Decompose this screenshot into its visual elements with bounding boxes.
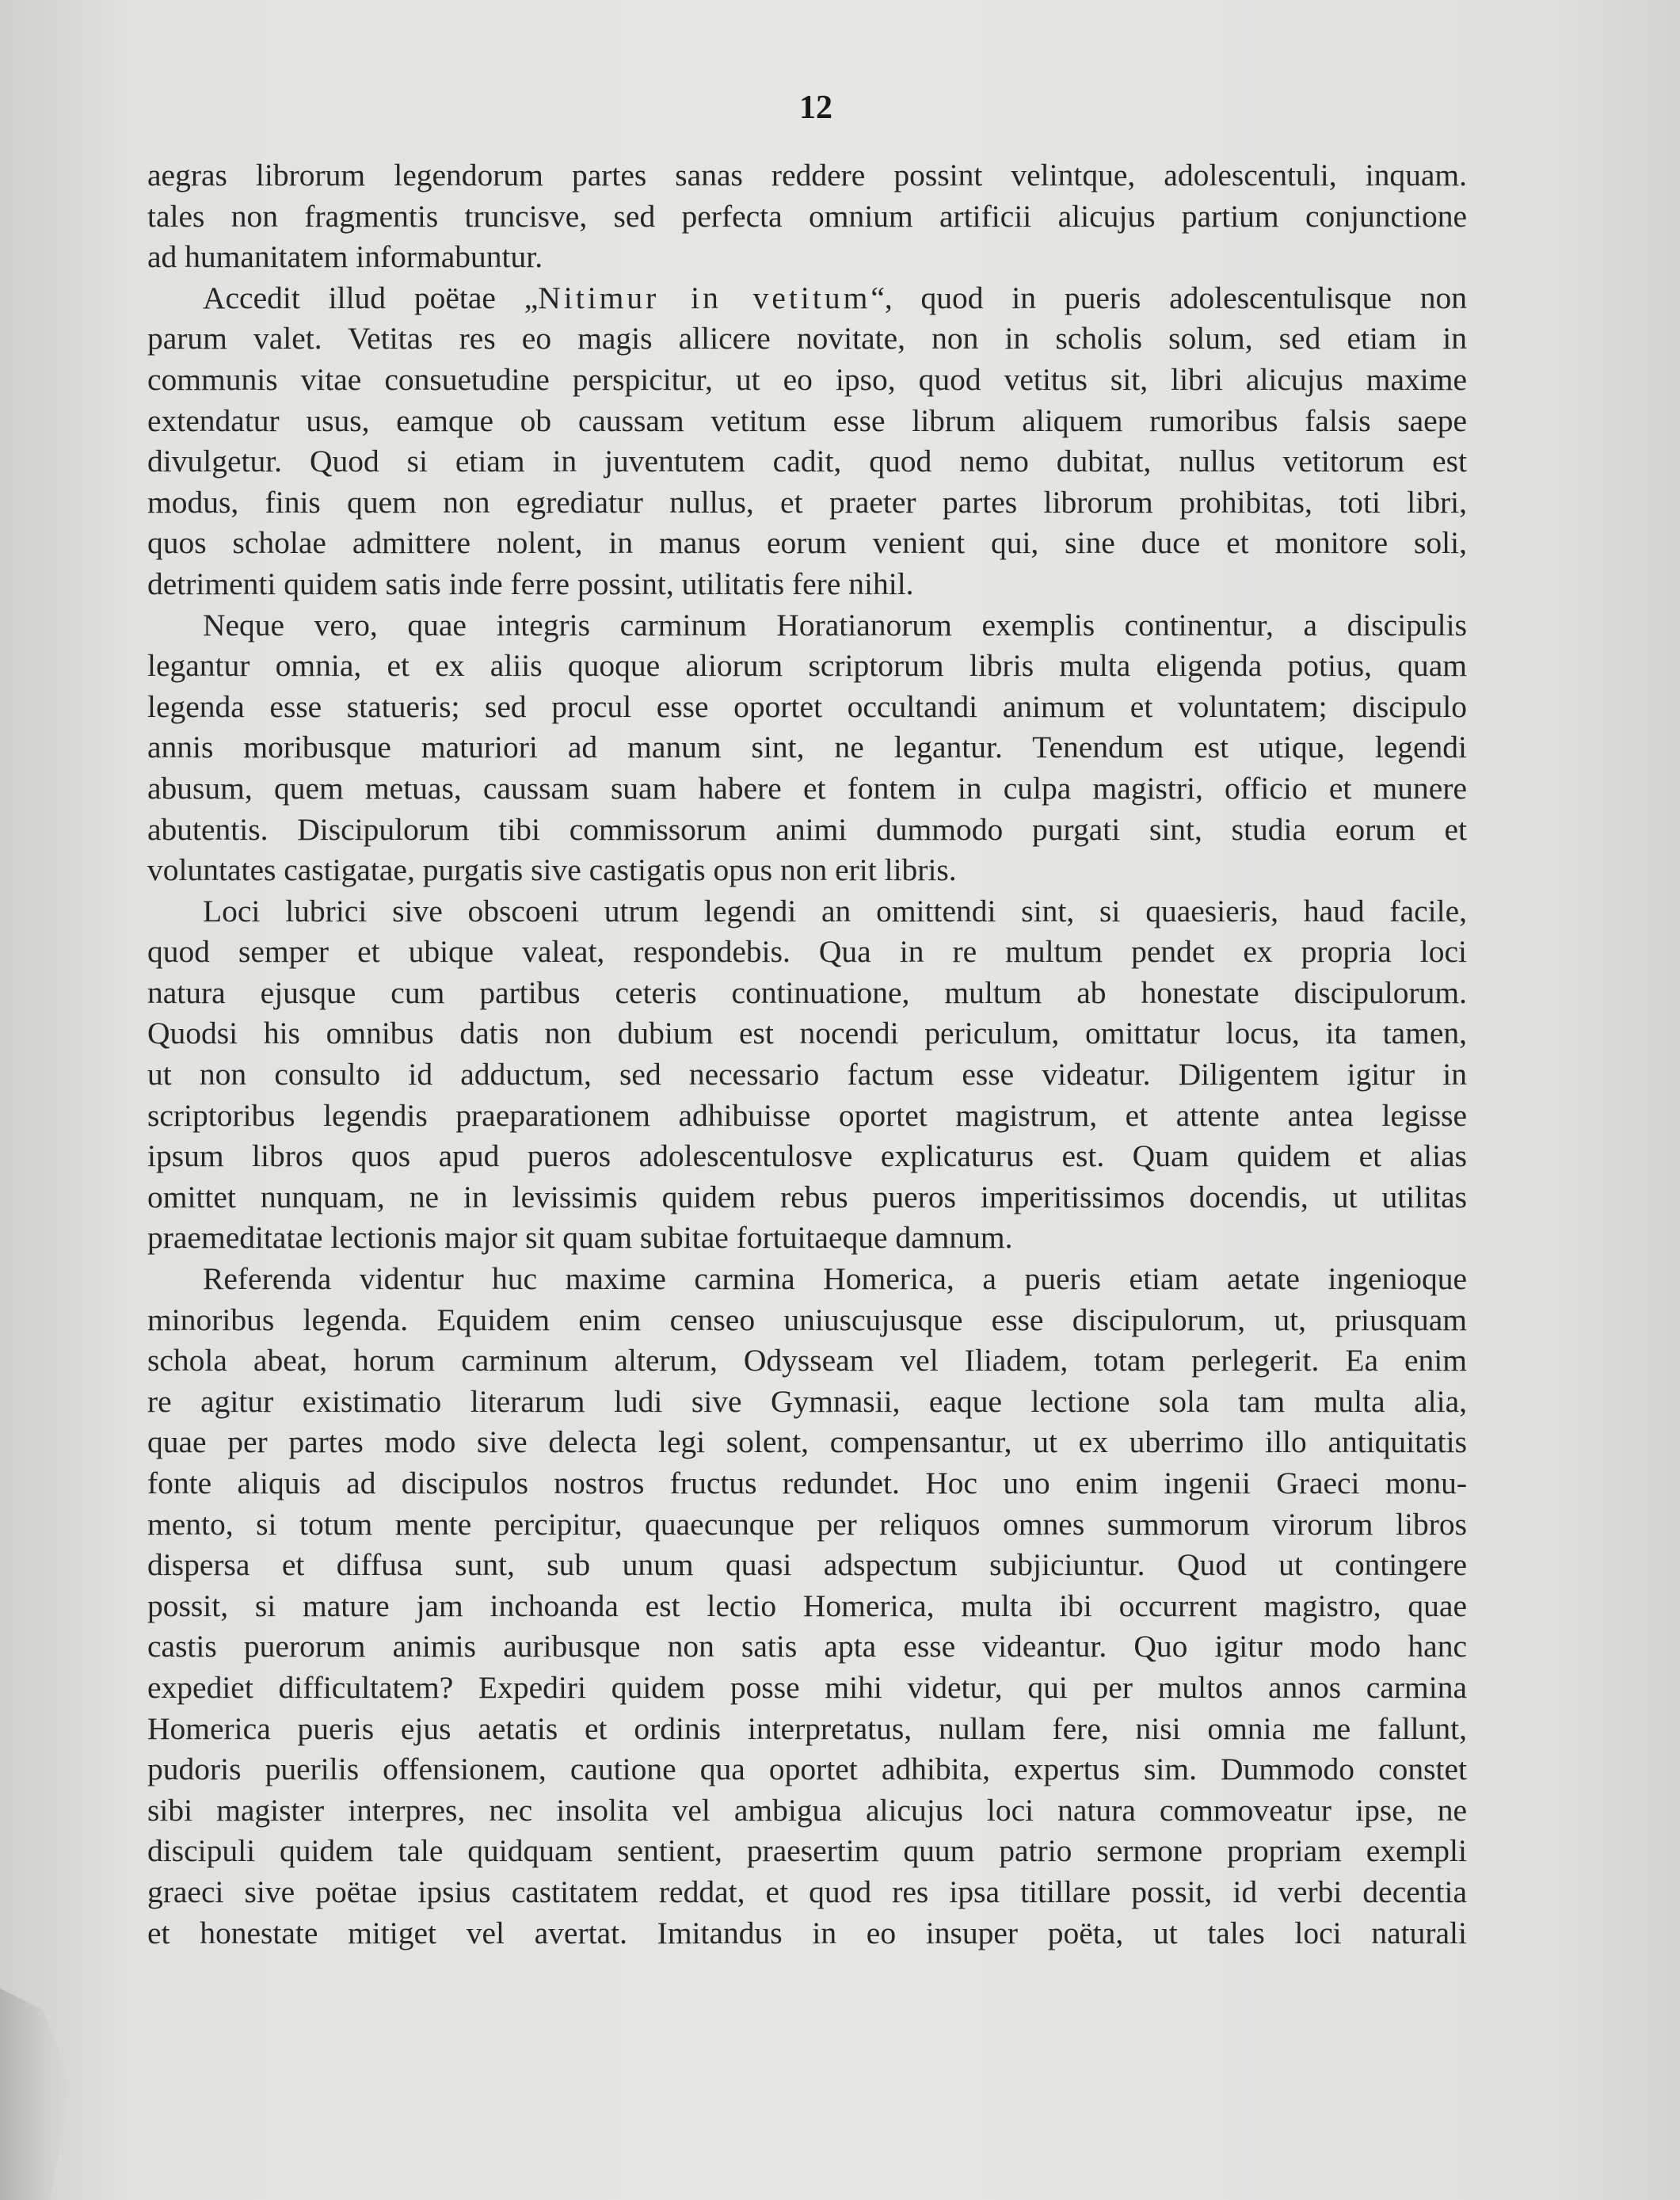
text-line: annis moribusque maturiori ad manum sint, ne legantur. Tenendum est utique, legendi bbox=[147, 730, 1467, 765]
text-line: graeci sive poëtae ipsius castitatem reddat, et quod res ipsa titillare possit, id verbi decentia bbox=[147, 1874, 1467, 1909]
text-line: ad humanitatem informabuntur. bbox=[147, 239, 543, 275]
text-line: ipsum libros quos apud pueros adolescentulosve explicaturus est. Quam quidem et alias bbox=[147, 1138, 1467, 1174]
text-line: scriptoribus legendis praeparationem adhibuisse oportet magistrum, et attente antea legisse bbox=[147, 1097, 1467, 1133]
text-line: parum valet. Vetitas res eo magis allicere novitate, non in scholis solum, sed etiam in bbox=[147, 321, 1467, 356]
page-number: 12 bbox=[799, 90, 832, 126]
page-corner-fold bbox=[0, 1988, 71, 2200]
text-line: quae per partes modo sive delecta legi solent, compensantur, ut ex uberrimo illo antiquitatis bbox=[147, 1424, 1467, 1460]
text-line: mento, si totum mente percipitur, quaecunque per reliquos omnes summorum virorum libros bbox=[147, 1506, 1467, 1542]
body-text bbox=[147, 155, 1467, 1954]
text-line: sibi magister interpres, nec insolita vel ambigua alicujus loci natura commoveatur ipse, ne bbox=[147, 1792, 1467, 1828]
text-line: voluntates castigatae, purgatis sive castigatis opus non erit libris. bbox=[147, 852, 957, 888]
text-line: ut non consulto id adductum, sed necessario factum esse videatur. Diligentem igitur in bbox=[147, 1057, 1467, 1092]
text-line: Referenda videntur huc maxime carmina Homerica, a pueris etiam aetate ingenioque bbox=[203, 1261, 1467, 1297]
text-line: pudoris puerilis offensionem, cautione qua oportet adhibita, expertus sim. Dummodo constet bbox=[147, 1752, 1467, 1787]
text-line: natura ejusque cum partibus ceteris continuatione, multum ab honestate discipulorum. bbox=[147, 974, 1467, 1010]
text-line: extendatur usus, eamque ob caussam vetitum esse librum aliquem rumoribus falsis saepe bbox=[147, 402, 1467, 438]
text-line: communis vitae consuetudine perspicitur, ut eo ipso, quod vetitus sit, libri alicujus maxime bbox=[147, 361, 1467, 397]
text-line: discipuli quidem tale quidquam sentient, praesertim quum patrio sermone propriam exempli bbox=[147, 1833, 1467, 1869]
text-line: omittet nunquam, ne in levissimis quidem rebus pueros imperitissimos docendis, ut utilitas bbox=[147, 1179, 1467, 1214]
text-line: re agitur existimatio literarum ludi sive Gymnasii, eaque lectione sola tam multa alia, bbox=[147, 1383, 1467, 1419]
text-line: dispersa et diffusa sunt, sub unum quasi adspectum subjiciuntur. Quod ut contingere bbox=[147, 1547, 1467, 1583]
text-line: legantur omnia, et ex aliis quoque aliorum scriptorum libris multa eligenda potius, quam bbox=[147, 648, 1467, 684]
text-line: Homerica pueris ejus aetatis et ordinis interpretatus, nullam fere, nisi omnia me fallunt, bbox=[147, 1710, 1467, 1746]
text-line: Accedit illud poëtae „Nitimur in vetitum“, quod in pueris adolescentulisque non bbox=[203, 280, 1467, 315]
text-line: quod semper et ubique valeat, respondebis. Qua in re multum pendet ex propria loci bbox=[147, 934, 1467, 970]
text-line: praemeditatae lectionis major sit quam subitae fortuitaeque damnum. bbox=[147, 1220, 1013, 1256]
text-line: Neque vero, quae integris carminum Horatianorum exemplis continentur, a discipulis bbox=[203, 607, 1467, 642]
text-line: Quodsi his omnibus datis non dubium est nocendi periculum, omittatur locus, ita tamen, bbox=[147, 1016, 1467, 1051]
text-line: castis puerorum animis auribusque non satis apta esse videantur. Quo igitur modo hanc bbox=[147, 1629, 1467, 1664]
text-line: modus, finis quem non egrediatur nullus, et praeter partes librorum prohibitas, toti libri, bbox=[147, 484, 1467, 520]
text-line: possit, si mature jam inchoanda est lectio Homerica, multa ibi occurrent magistro, quae bbox=[147, 1588, 1467, 1623]
text-line: detrimenti quidem satis inde ferre possint, utilitatis fere nihil. bbox=[147, 566, 914, 601]
text-line: expediet difficultatem? Expediri quidem posse mihi videtur, qui per multos annos carmina bbox=[147, 1669, 1467, 1705]
text-line: tales non fragmentis truncisve, sed perfecta omnium artificii alicujus partium conjunctione bbox=[147, 198, 1467, 234]
text-line: legenda esse statueris; sed procul esse oportet occultandi animum et voluntatem; discipulo bbox=[147, 688, 1467, 724]
text-line: aegras librorum legendorum partes sanas reddere possint velintque, adolescentuli, inquam. bbox=[147, 158, 1467, 193]
text-line: quos scholae admittere nolent, in manus eorum venient qui, sine duce et monitore soli, bbox=[147, 525, 1467, 561]
text-line: abutentis. Discipulorum tibi commissorum animi dummodo purgati sint, studia eorum et bbox=[147, 811, 1467, 847]
text-line: Loci lubrici sive obscoeni utrum legendi an omittendi sint, si quaesieris, haud facile, bbox=[203, 893, 1467, 928]
text-line: minoribus legenda. Equidem enim censeo uniuscujusque esse discipulorum, ut, priusquam bbox=[147, 1302, 1467, 1337]
text-line: et honestate mitiget vel avertat. Imitandus in eo insuper poëta, ut tales loci naturali bbox=[147, 1915, 1467, 1950]
text-line: abusum, quem metuas, caussam suam habere et fontem in culpa magistri, officio et munere bbox=[147, 770, 1467, 806]
text-line: schola abeat, horum carminum alterum, Odysseam vel Iliadem, totam perlegerit. Ea enim bbox=[147, 1343, 1467, 1378]
emphasized-quote: Nitimur in vetitum bbox=[538, 280, 871, 315]
text-line: divulgetur. Quod si etiam in juventutem cadit, quod nemo dubitat, nullus vetitorum est bbox=[147, 444, 1467, 479]
text-line: fonte aliquis ad discipulos nostros fructus redundet. Hoc uno enim ingenii Graeci monu- bbox=[147, 1466, 1467, 1500]
